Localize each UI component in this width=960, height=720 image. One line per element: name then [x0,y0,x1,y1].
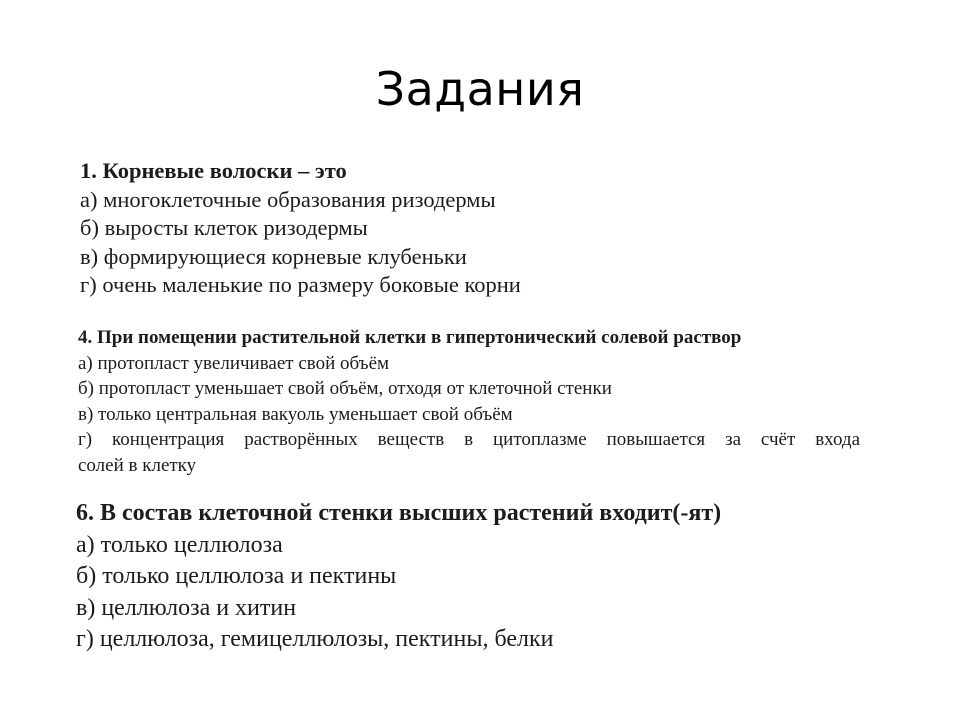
answer-option-d: г) концентрация растворённых веществ в цитоплазме повышается за счёт входа [78,429,860,450]
answer-option-d-continued: солей в клетку [78,454,197,476]
question-1 [80,157,900,300]
answer-option-b: б) протопласт уменьшает свой объём, отходя от клеточной стенки [78,378,612,399]
answer-option-b: б) только целлюлоза и пектины [76,563,397,589]
answer-option-c: в) формирующиеся корневые клубеньки [80,243,467,269]
question-heading: 4. При помещении растительной клетки в гипертонический солевой раствор [78,327,742,348]
answer-option-c: в) целлюлоза и хитин [76,594,297,621]
question-4 [78,325,860,478]
answer-option-d: г) очень маленькие по размеру боковые корни [80,272,521,297]
answer-option-a: а) многоклеточные образования ризодермы [80,186,496,212]
answer-option-c: в) только центральная вакуоль уменьшает свой объём [78,403,513,425]
question-6 [76,498,916,656]
question-heading: 1. Корневые волоски – это [80,158,347,183]
question-heading: 6. В состав клеточной стенки высших растений входит(-ят) [76,500,722,526]
answer-option-b: б) выросты клеток ризодермы [80,215,368,240]
answer-option-a: а) только целлюлоза [76,531,283,558]
answer-option-a: а) протопласт увеличивает свой объём [78,352,390,374]
answer-option-d: г) целлюлоза, гемицеллюлозы, пектины, белки [76,626,554,652]
slide-title: Задания [375,62,585,116]
